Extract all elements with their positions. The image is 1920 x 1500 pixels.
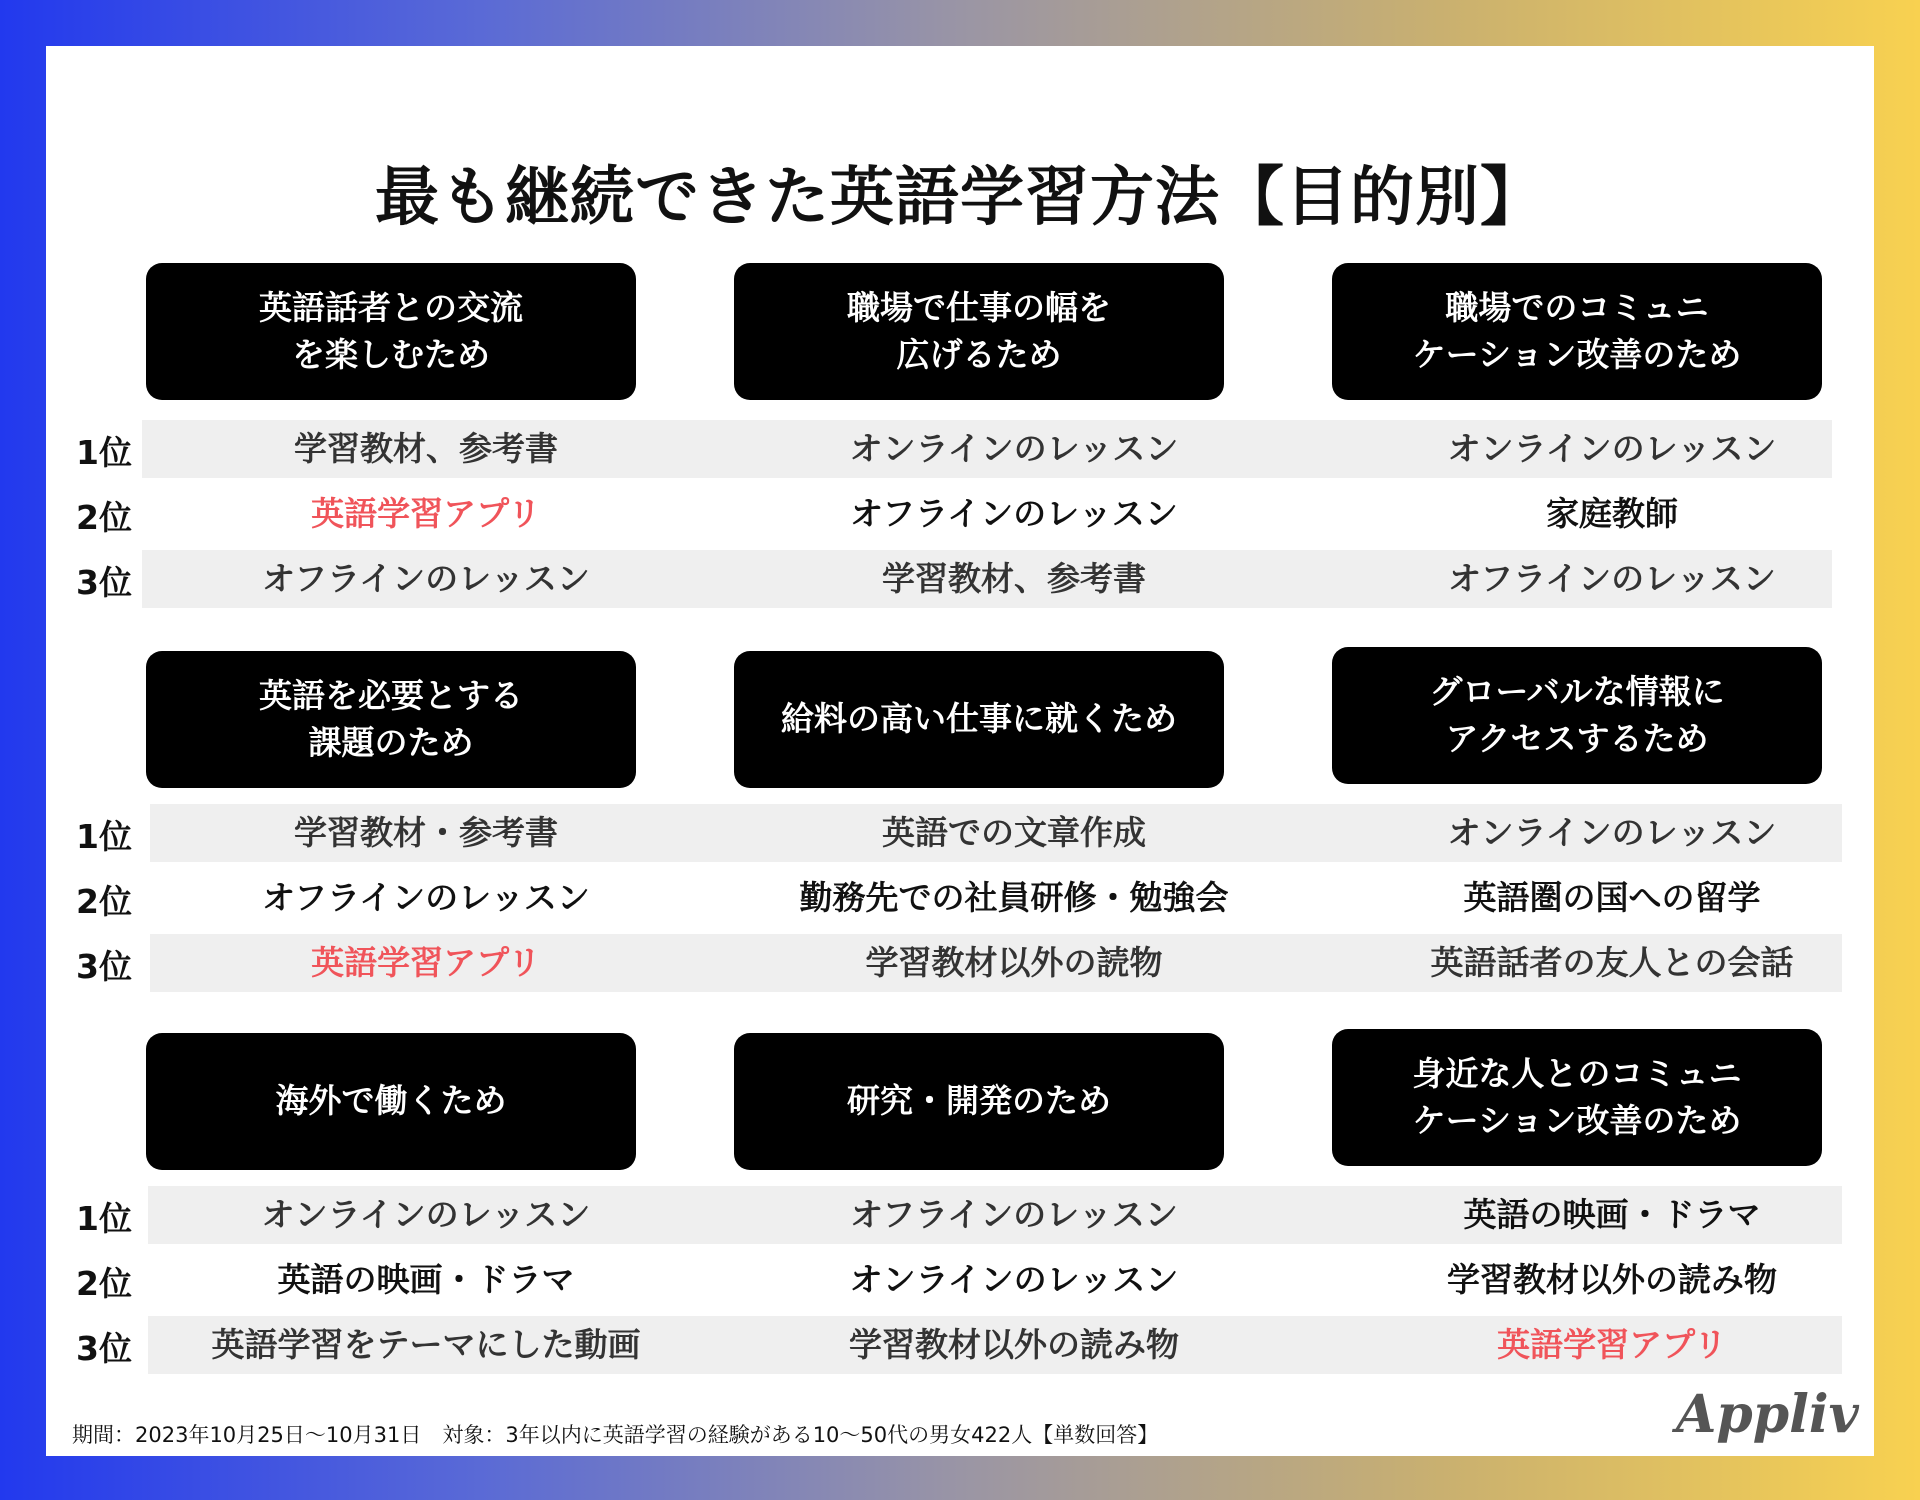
rank-label: 2位 [76, 882, 132, 921]
ranking-item: オフラインのレッスン [1448, 559, 1776, 598]
ranking-item: 英語話者の友人との会話 [1430, 943, 1794, 982]
purpose-header-line: 給料の高い仕事に就くため [781, 699, 1177, 739]
purpose-header [1332, 647, 1822, 784]
ranking-row [46, 1316, 1874, 1376]
ranking-row [46, 550, 1874, 610]
ranking-item-highlight: 英語学習アプリ [1497, 1325, 1727, 1364]
ranking-item: 家庭教師 [1546, 494, 1678, 533]
purpose-block-1 [46, 263, 1874, 623]
ranking-item: 学習教材以外の読物 [865, 943, 1163, 982]
rank-label: 3位 [76, 1329, 132, 1368]
ranking-item: オフラインのレッスン [850, 1195, 1178, 1234]
ranking-item: 勤務先での社員研修・勉強会 [799, 878, 1229, 917]
ranking-item: オンラインのレッスン [261, 1195, 591, 1234]
ranking-item: 英語での文章作成 [882, 813, 1146, 852]
ranking-row [46, 934, 1874, 994]
purpose-header-line: 英語話者との交流 [259, 288, 523, 328]
purpose-header-line: 研究・開発のため [847, 1081, 1111, 1121]
purpose-header-line: を楽しむため [292, 334, 490, 374]
purpose-header [146, 1033, 636, 1170]
ranking-row [46, 804, 1874, 864]
purpose-header-line: 職場でのコミュニ [1445, 288, 1709, 328]
rank-label: 1位 [76, 817, 132, 856]
appliv-logo: Appliv [1676, 1384, 1859, 1445]
ranking-item: オンラインのレッスン [849, 429, 1179, 468]
ranking-item: オンラインのレッスン [1447, 429, 1777, 468]
page-title: 最も継続できた英語学習方法【目的別】 [375, 161, 1545, 235]
purpose-header [734, 651, 1224, 788]
rank-label: 3位 [76, 563, 132, 602]
ranking-item: オンラインのレッスン [1447, 813, 1777, 852]
purpose-header-line: 職場で仕事の幅を [847, 288, 1111, 328]
ranking-item: 学習教材、参考書 [294, 429, 558, 468]
purpose-header [146, 263, 636, 400]
ranking-item: 学習教材、参考書 [882, 559, 1146, 598]
rank-label: 3位 [76, 947, 132, 986]
ranking-row [46, 420, 1874, 480]
ranking-item: 英語圏の国への留学 [1463, 878, 1761, 917]
ranking-item: オンラインのレッスン [849, 1260, 1179, 1299]
ranking-row [46, 1186, 1874, 1246]
purpose-header-line: ケーション改善のため [1412, 334, 1742, 374]
purpose-header [146, 651, 636, 788]
ranking-item-highlight: 英語学習アプリ [311, 943, 541, 982]
purpose-header-line: 課題のため [308, 722, 474, 762]
ranking-item: 学習教材・参考書 [294, 813, 558, 852]
purpose-block-3 [46, 1033, 1874, 1393]
ranking-item: 英語の映画・ドラマ [1463, 1195, 1761, 1234]
purpose-header [734, 1033, 1224, 1170]
rank-label: 2位 [76, 1264, 132, 1303]
ranking-row [46, 869, 1874, 929]
purpose-header [1332, 1029, 1822, 1166]
purpose-header-line: 英語を必要とする [259, 676, 523, 716]
purpose-header [1332, 263, 1822, 400]
infographic-card [46, 46, 1874, 1456]
ranking-item: 学習教材以外の読み物 [849, 1325, 1179, 1364]
ranking-item: オフラインのレッスン [262, 559, 590, 598]
survey-footnote: 期間：2023年10月25日〜10月31日 対象：3年以内に英語学習の経験がある10〜50代の男女422人【単数回答】 [72, 1423, 1159, 1447]
rank-label: 1位 [76, 433, 132, 472]
purpose-header [734, 263, 1224, 400]
rank-label: 1位 [76, 1199, 132, 1238]
ranking-row [46, 485, 1874, 545]
ranking-item: 英語学習をテーマにした動画 [211, 1325, 641, 1364]
purpose-header-line: ケーション改善のため [1412, 1100, 1742, 1140]
ranking-item: オフラインのレッスン [262, 878, 590, 917]
ranking-row [46, 1251, 1874, 1311]
ranking-item: 英語の映画・ドラマ [277, 1260, 575, 1299]
purpose-header-line: グローバルな情報に [1429, 672, 1725, 712]
purpose-header-line: 広げるため [896, 334, 1062, 374]
ranking-item: 学習教材以外の読み物 [1447, 1260, 1777, 1299]
ranking-item: オフラインのレッスン [850, 494, 1178, 533]
rank-label: 2位 [76, 498, 132, 537]
purpose-header-line: 身近な人とのコミュニ [1412, 1054, 1742, 1094]
purpose-header-line: 海外で働くため [275, 1081, 507, 1121]
ranking-item-highlight: 英語学習アプリ [311, 494, 541, 533]
purpose-header-line: アクセスするため [1445, 718, 1709, 758]
purpose-block-2 [46, 651, 1874, 1011]
